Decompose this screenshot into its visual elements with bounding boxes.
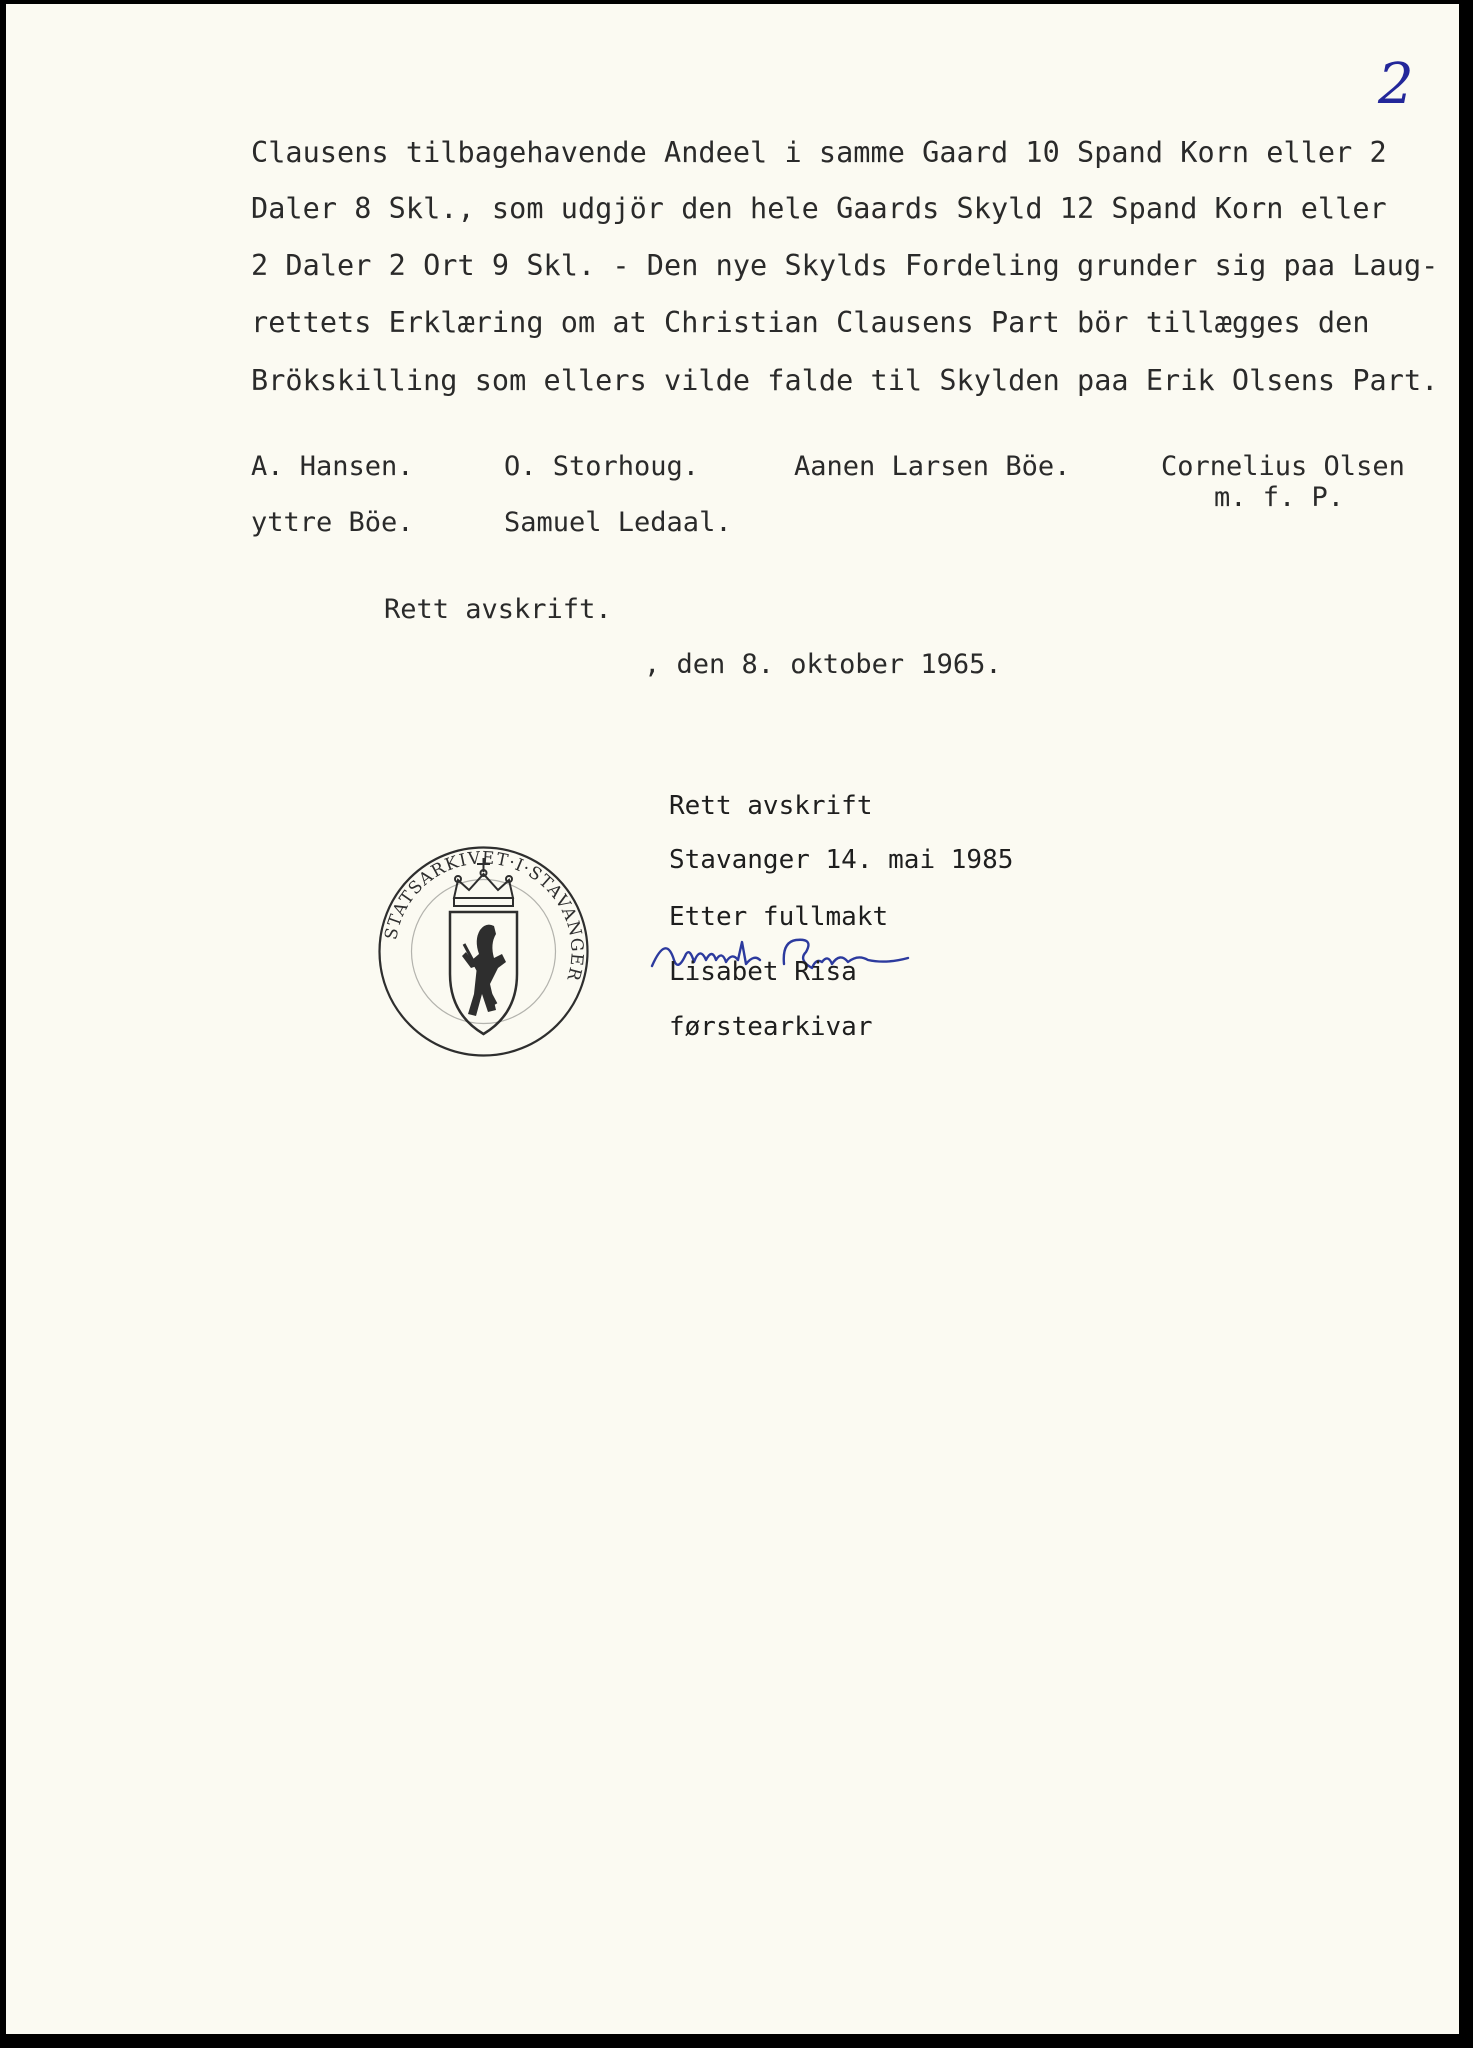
signatory-mfp: m. f. P.	[1214, 482, 1345, 513]
place-date-1985: Stavanger 14. mai 1985	[669, 845, 1014, 875]
signatory-o-storhoug: O. Storhoug.	[504, 451, 700, 482]
rett-avskrift-1985: Rett avskrift	[669, 791, 873, 821]
svg-text:STATSARKIVET·I·STAVANGER: STATSARKIVET·I·STAVANGER	[381, 848, 587, 984]
document-page	[6, 4, 1459, 2034]
signer-title: førstearkivar	[669, 1012, 873, 1042]
rett-avskrift-1965: Rett avskrift.	[384, 594, 612, 625]
signatory-cornelius-olsen: Cornelius Olsen	[1161, 451, 1405, 482]
body-line-4: rettets Erklæring om at Christian Clausens Part bör tillægges den	[251, 306, 1370, 339]
handwritten-page-number: 2	[1378, 52, 1414, 117]
body-line-5: Brökskilling som ellers vilde falde til Skylden paa Erik Olsens Part.	[251, 364, 1439, 397]
signatory-yttre-boe: yttre Böe.	[251, 507, 414, 538]
body-line-2: Daler 8 Skl., som udgjör den hele Gaards Skyld 12 Spand Korn eller	[251, 192, 1387, 225]
date-1965: , den 8. oktober 1965.	[644, 649, 1002, 680]
archive-seal-stamp	[376, 844, 591, 1059]
signatory-a-hansen: A. Hansen.	[251, 451, 414, 482]
seal-shield-lion-icon	[450, 912, 517, 1034]
signatory-samuel-ledaal: Samuel Ledaal.	[504, 507, 732, 538]
body-line-1: Clausens tilbagehavende Andeel i samme Gaard 10 Spand Korn eller 2	[251, 136, 1387, 169]
authority-line: Etter fullmakt	[669, 902, 889, 932]
signatory-aanen-larsen: Aanen Larsen Böe.	[794, 451, 1071, 482]
signer-name: Lisabet Risa	[669, 957, 857, 987]
body-line-3: 2 Daler 2 Ort 9 Skl. - Den nye Skylds Fordeling grunder sig paa Laug-	[251, 249, 1439, 282]
